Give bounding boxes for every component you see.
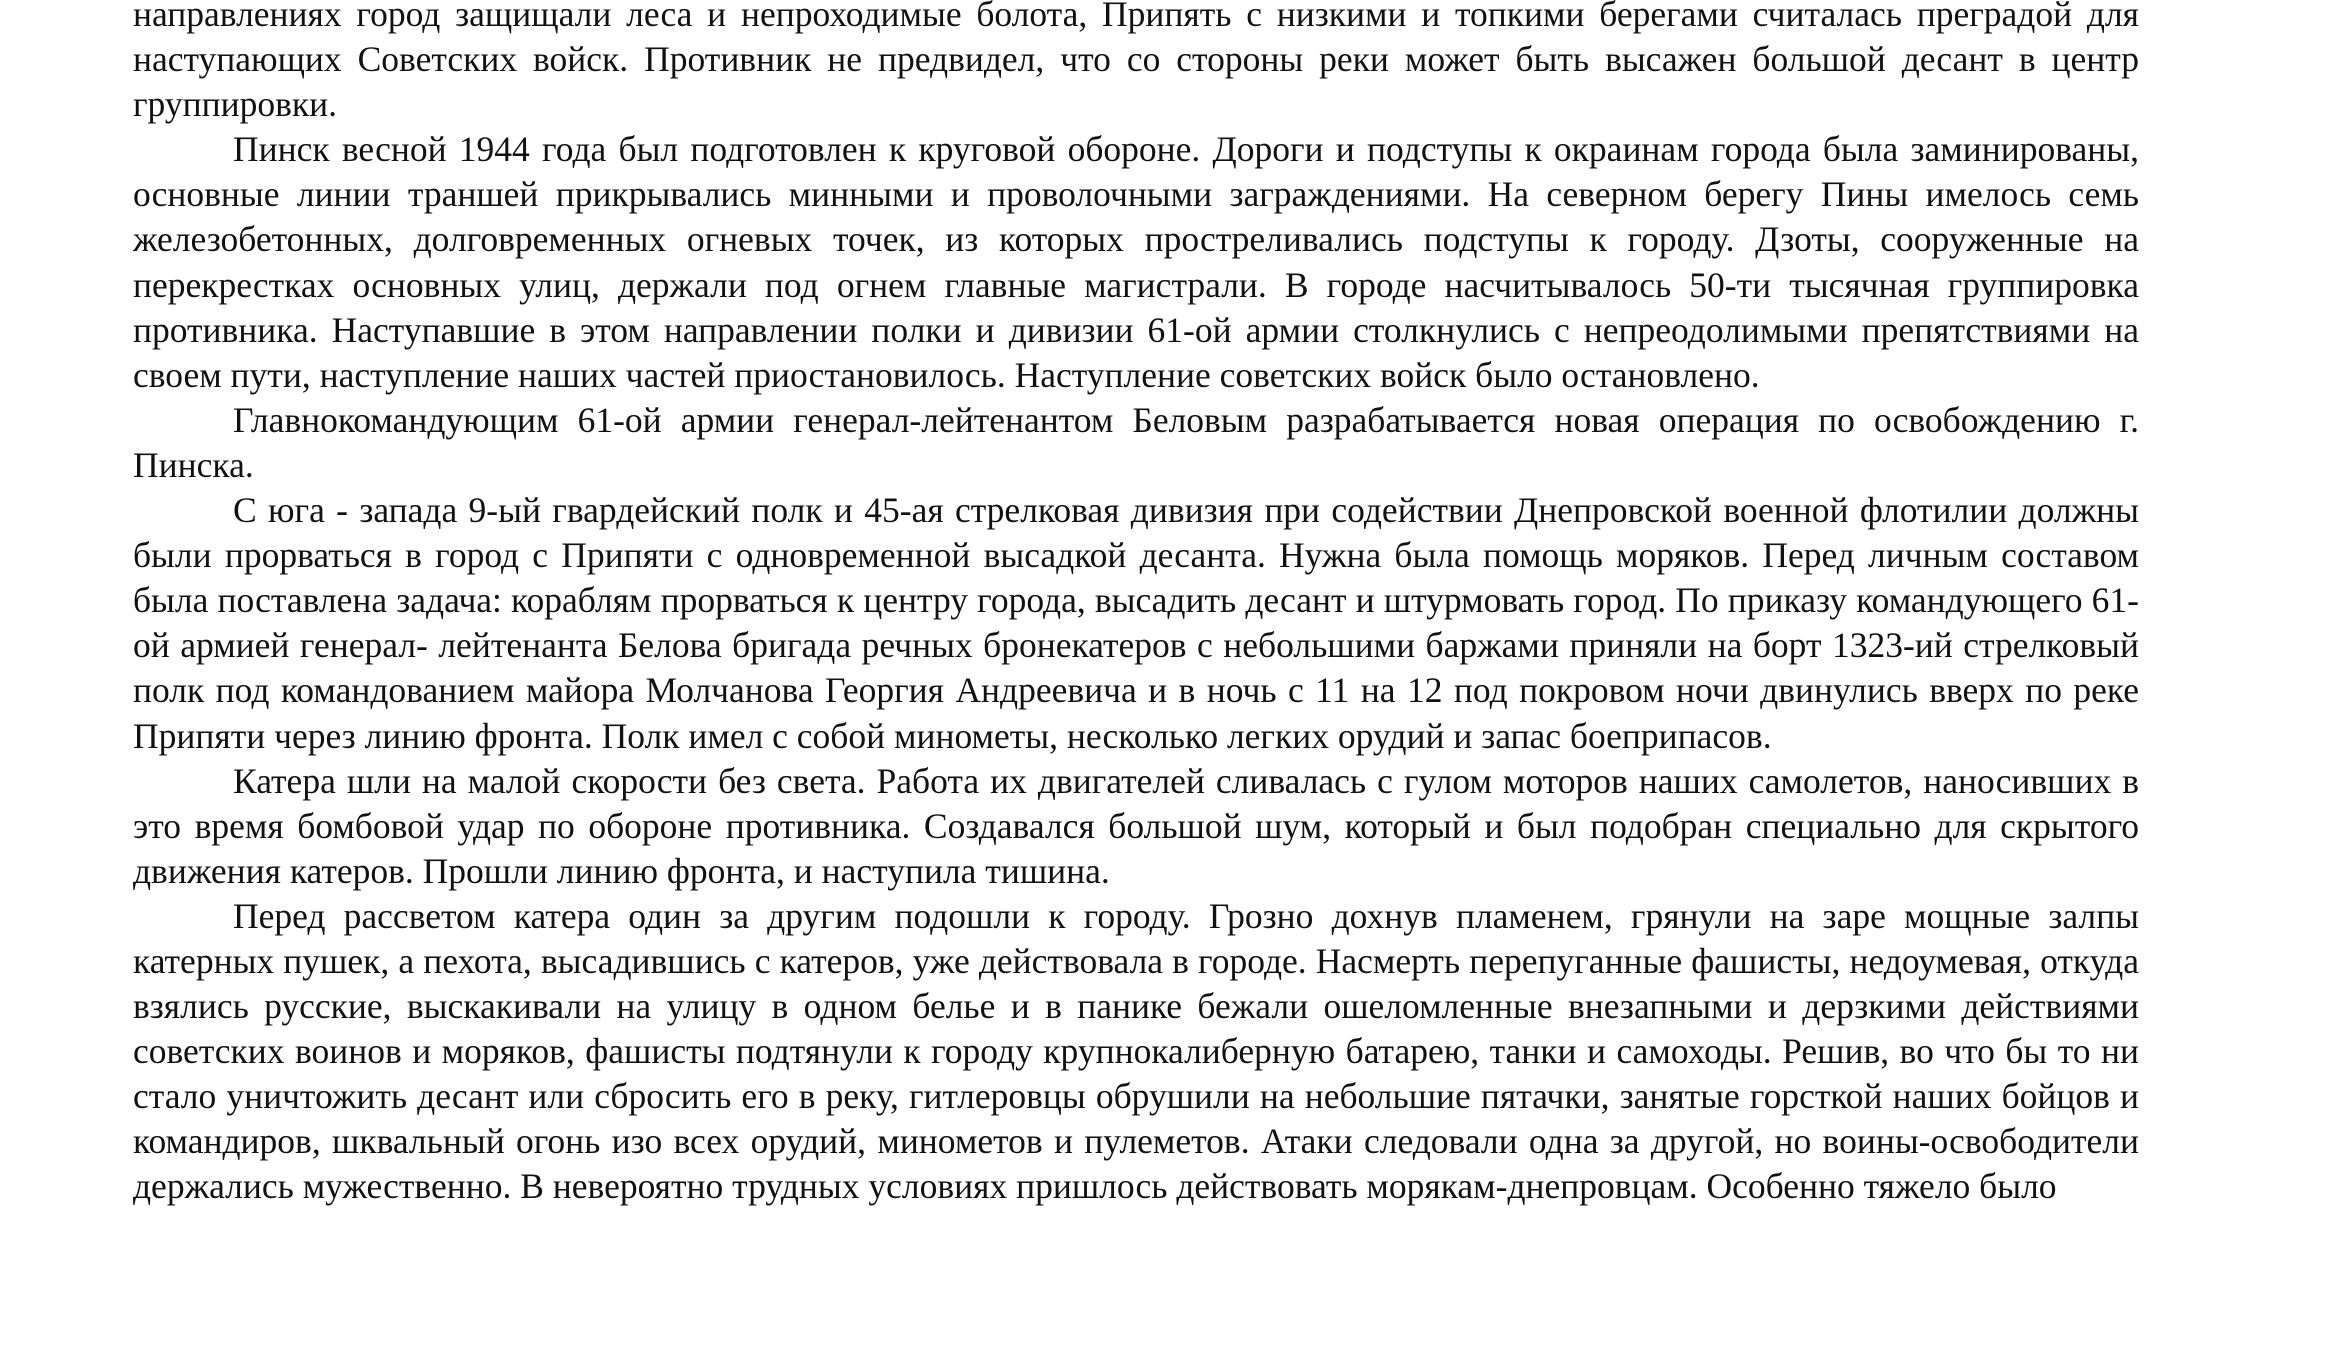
- document-body: [133, 0, 2139, 1210]
- paragraph-boats-advance: Катера шли на малой скорости без света. Работа их двигателей сливалась с гулом моторов наших самолетов, наносивших в это время бомбовой удар по обороне противника. Создавался большой шум, который и был подобран специально для скрытого движения катеров. Прошли линию фронта, и наступила тишина.: [133, 760, 2139, 891]
- paragraph-landing-plan: С юга - запада 9-ый гвардейский полк и 45-ая стрелковая дивизия при содействии Днепровской военной флотилии должны были прорваться в город с Припяти с одновременной высадкой десанта. Нужна была помощь моряков. Перед личным составом была поставлена задача: кораблям прорваться к центру города, высадить десант и штурмовать город. По приказу командующего 61-ой армией генерал- лейтенанта Белова бригада речных бронекатеров с небольшими баржами приняли на борт 1323-ий стрелковый полк под командованием майора Молчанова Георгия Андреевича и в ночь с 11 на 12 под покровом ночи двинулись вверх по реке Припяти через линию фронта. Полк имел с собой минометы, несколько легких орудий и запас боеприпасов.: [133, 490, 2139, 756]
- paragraph-new-operation: Главнокомандующим 61-ой армии генерал-лейтенантом Беловым разрабатывается новая операция по освобождению г. Пинска.: [133, 399, 2139, 485]
- paragraph-continuation: направлениях город защищали леса и непроходимые болота, Припять с низкими и топкими берегами считалась преградой для наступающих Советских войск. Противник не предвидел, что со стороны реки может быть высажен большой десант в центр группировки.: [133, 0, 2139, 125]
- paragraph-pinsk-defense: Пинск весной 1944 года был подготовлен к круговой обороне. Дороги и подступы к окраинам города была заминированы, основные линии траншей прикрывались минными и проволочными заграждениями. На северном берегу Пины имелось семь железобетонных, долговременных огневых точек, из которых простреливались подступы к городу. Дзоты, сооруженные на перекрестках основных улиц, держали под огнем главные магистрали. В городе насчитывалось 50-ти тысячная группировка противника. Наступавшие в этом направлении полки и дивизии 61-ой армии столкнулись с непреодолимыми препятствиями на своем пути, наступление наших частей приостановилось. Наступление советских войск было остановлено.: [133, 129, 2139, 395]
- paragraph-dawn-assault: Перед рассветом катера один за другим подошли к городу. Грозно дохнув пламенем, грянули на заре мощные залпы катерных пушек, а пехота, высадившись с катеров, уже действовала в городе. Насмерть перепуганные фашисты, недоумевая, откуда взялись русские, выскакивали на улицу в одном белье и в панике бежали ошеломленные внезапными и дерзкими действиями советских воинов и моряков, фашисты подтянули к городу крупнокалиберную батарею, танки и самоходы. Решив, во что бы то ни стало уничтожить десант или сбросить его в реку, гитлеровцы обрушили на небольшие пятачки, занятые горсткой наших бойцов и командиров, шквальный огонь изо всех орудий, минометов и пулеметов. Атаки следовали одна за другой, но воины-освободители держались мужественно. В невероятно трудных условиях пришлось действовать морякам-днепровцам. Особенно тяжело было: [133, 895, 2139, 1207]
